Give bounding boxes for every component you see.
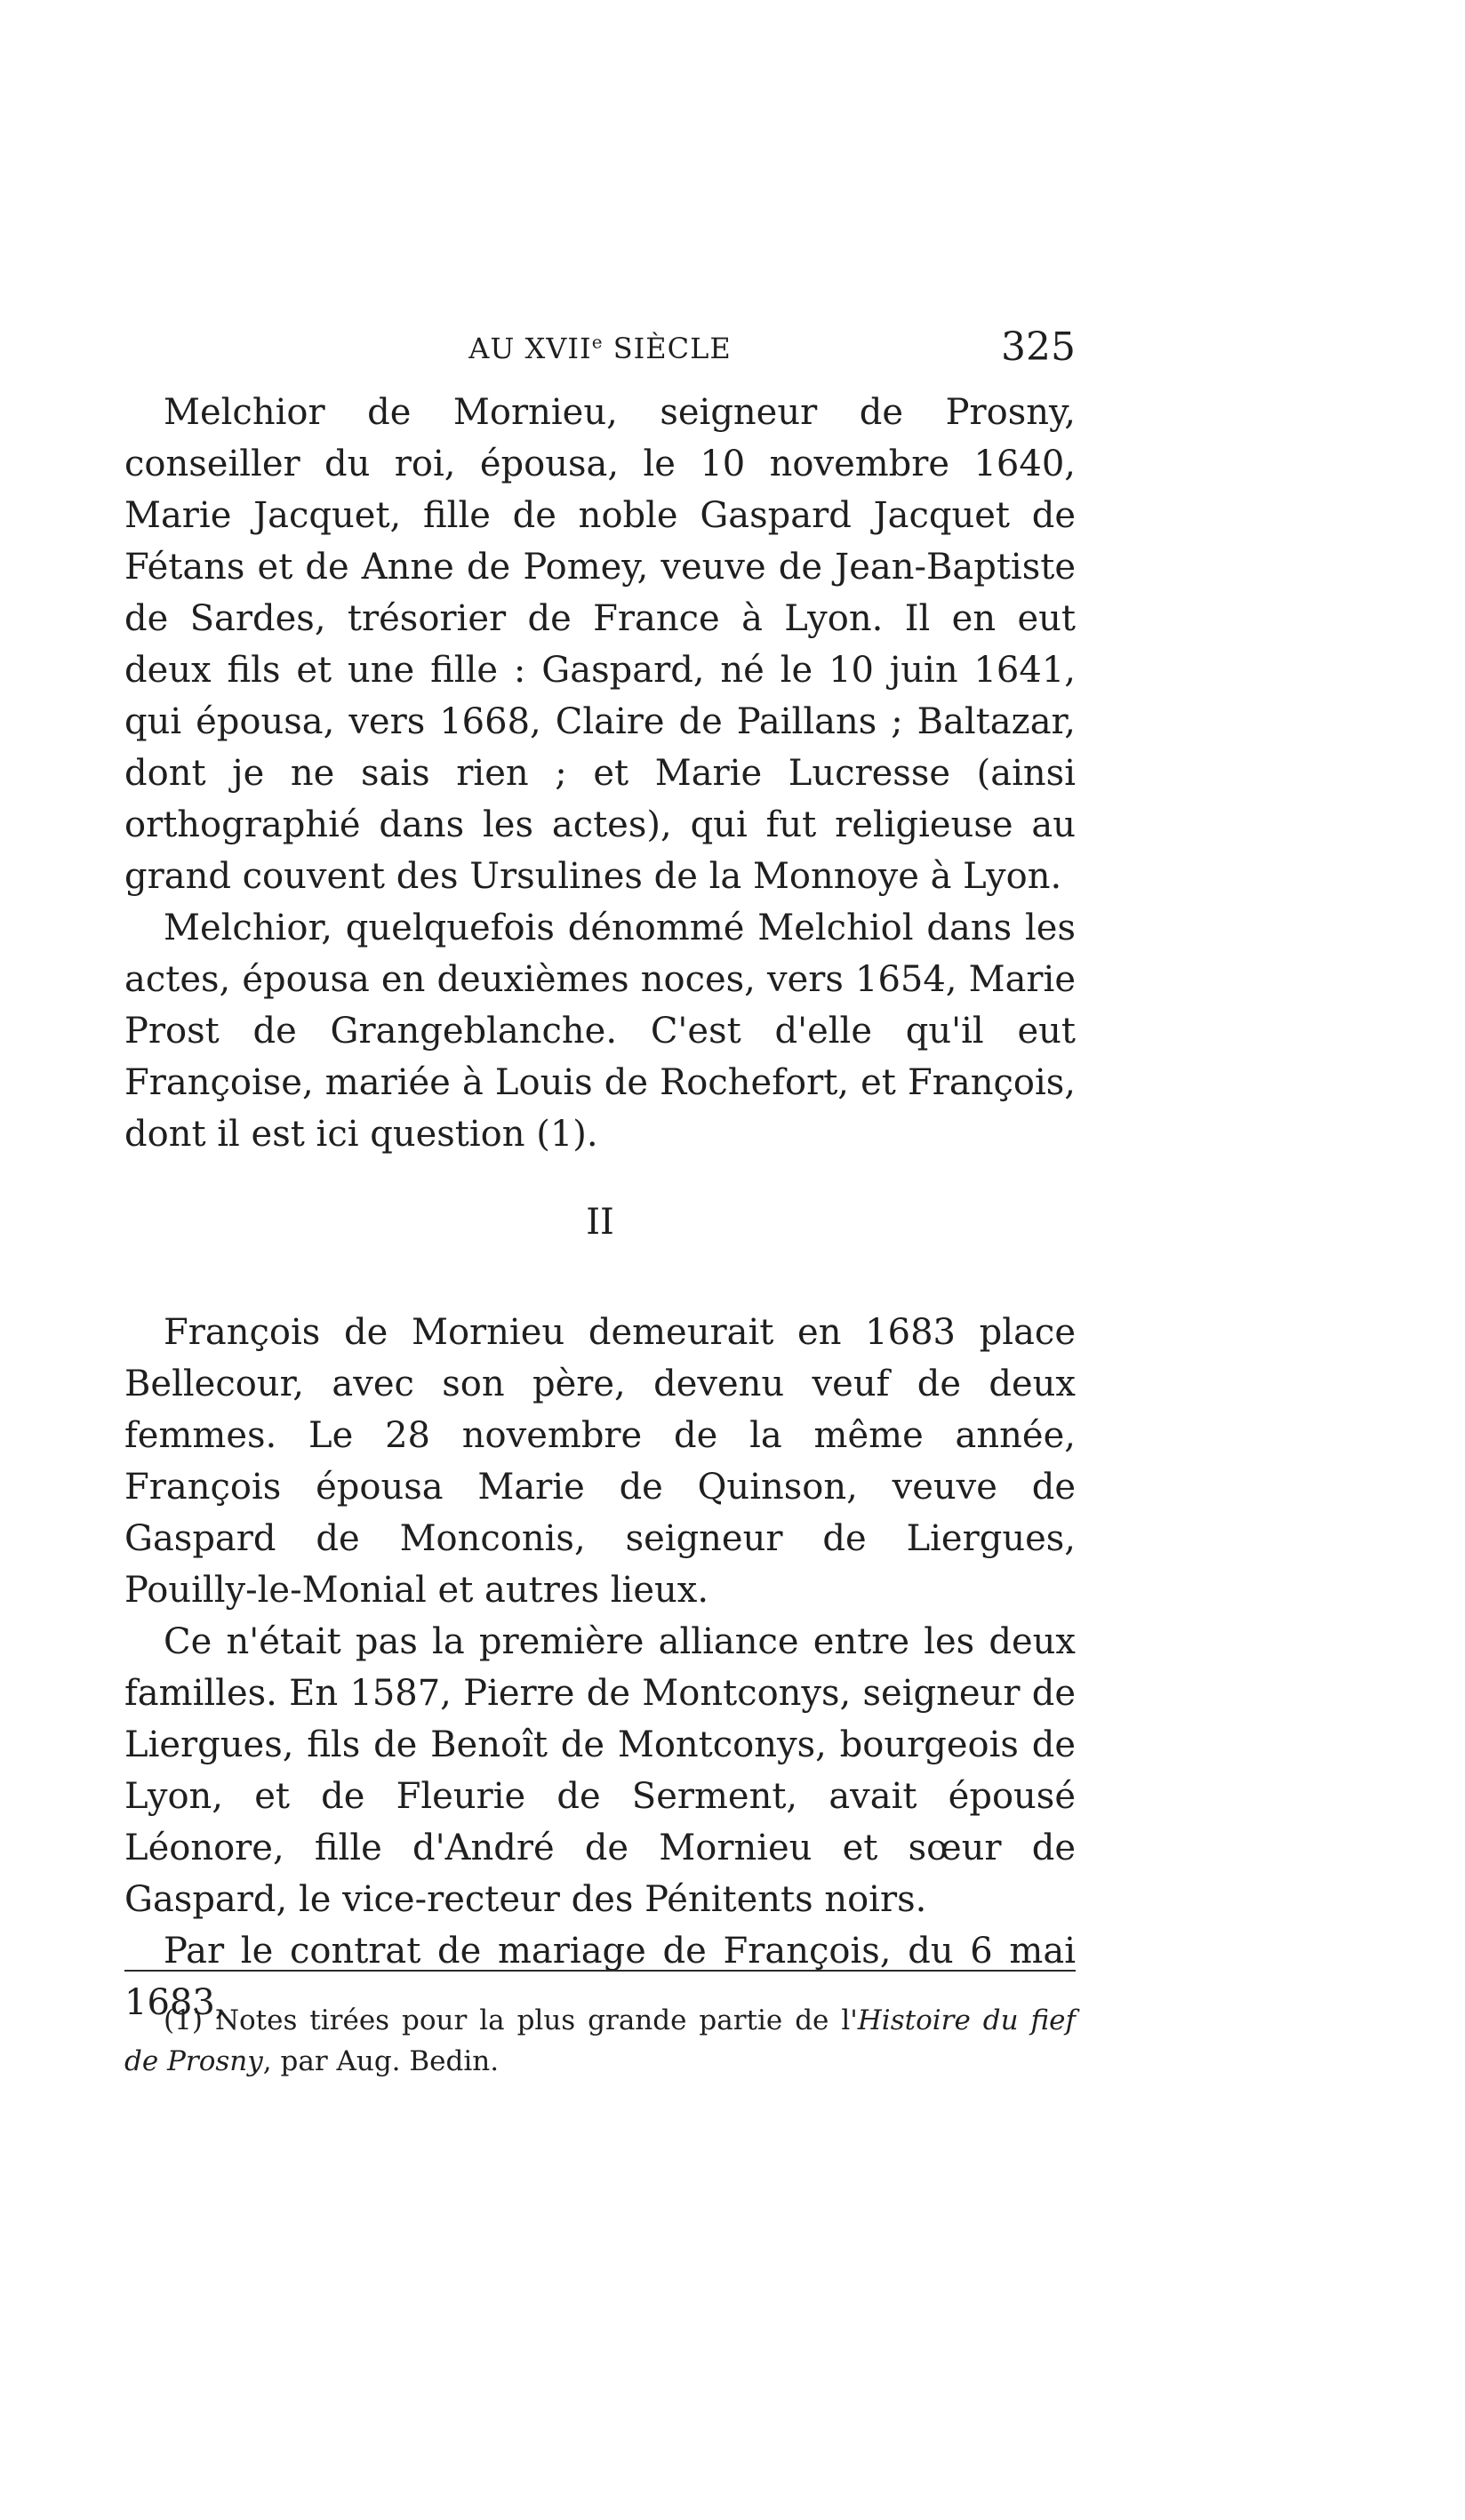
paragraph: Par le contrat de mariage de François, du 6 mai 1683, [124, 1931, 1076, 2023]
running-head-tail: SIÈCLE [603, 332, 732, 365]
footnote-title: Histoire du fief de Prosny [124, 2004, 1077, 2077]
page-number: 325 [1001, 324, 1076, 370]
section-1-text [124, 387, 1076, 1160]
footnote-divider [124, 1970, 1076, 1972]
running-head [124, 332, 1076, 365]
footnote-tail: , par Aug. Bedin. [262, 2045, 500, 2077]
paragraph: François de Mornieu demeurait en 1683 place Bellecour, avec son père, devenu veuf de deux femmes. Le 28 novembre de la même année, François épousa Marie de Quinson, veuve de Gaspard de Monconis, seigneur de Liergues, Pouilly-le-Monial et autres lieux. [124, 1312, 1076, 1611]
footnote-text: (1) Notes tirées pour la plus grande partie de l' [164, 2004, 858, 2036]
running-head-superscript: e [591, 331, 604, 353]
footnote [124, 2000, 1076, 2082]
section-2-text [124, 1307, 1076, 2028]
paragraph: Ce n'était pas la première alliance entre les deux familles. En 1587, Pierre de Montconys, seigneur de Liergues, fils de Benoît de Montconys, bourgeois de Lyon, et de Fleurie de Serment, avait épousé Léonore, fille d'André de Mornieu et sœur de Gaspard, le vice-recteur des Pénitents noirs. [124, 1621, 1076, 1920]
paragraph: Melchior, quelquefois dénommé Melchiol dans les actes, épousa en deuxièmes noces, vers 1654, Marie Prost de Grangeblanche. C'est d'elle qu'il eut Françoise, mariée à Louis de Rochefort, et François, dont il est ici question (1). [124, 908, 1076, 1155]
paragraph: Melchior de Mornieu, seigneur de Prosny, conseiller du roi, épousa, le 10 novembre 1640, Marie Jacquet, fille de noble Gaspard Jacquet de Fétans et de Anne de Pomey, veuve de Jean-Baptiste de Sardes, trésorier de France à Lyon. Il en eut deux fils et une fille : Gaspard, né le 10 juin 1641, qui épousa, vers 1668, Claire de Paillans ; Baltazar, dont je ne sais rien ; et Marie Lucresse (ainsi orthographié dans les actes), qui fut religieuse au grand couvent des Ursulines de la Monnoye à Lyon. [124, 392, 1076, 897]
page-header [124, 324, 1076, 378]
running-head-main: AU XVII [468, 332, 592, 365]
section-heading: II [586, 1202, 614, 1243]
